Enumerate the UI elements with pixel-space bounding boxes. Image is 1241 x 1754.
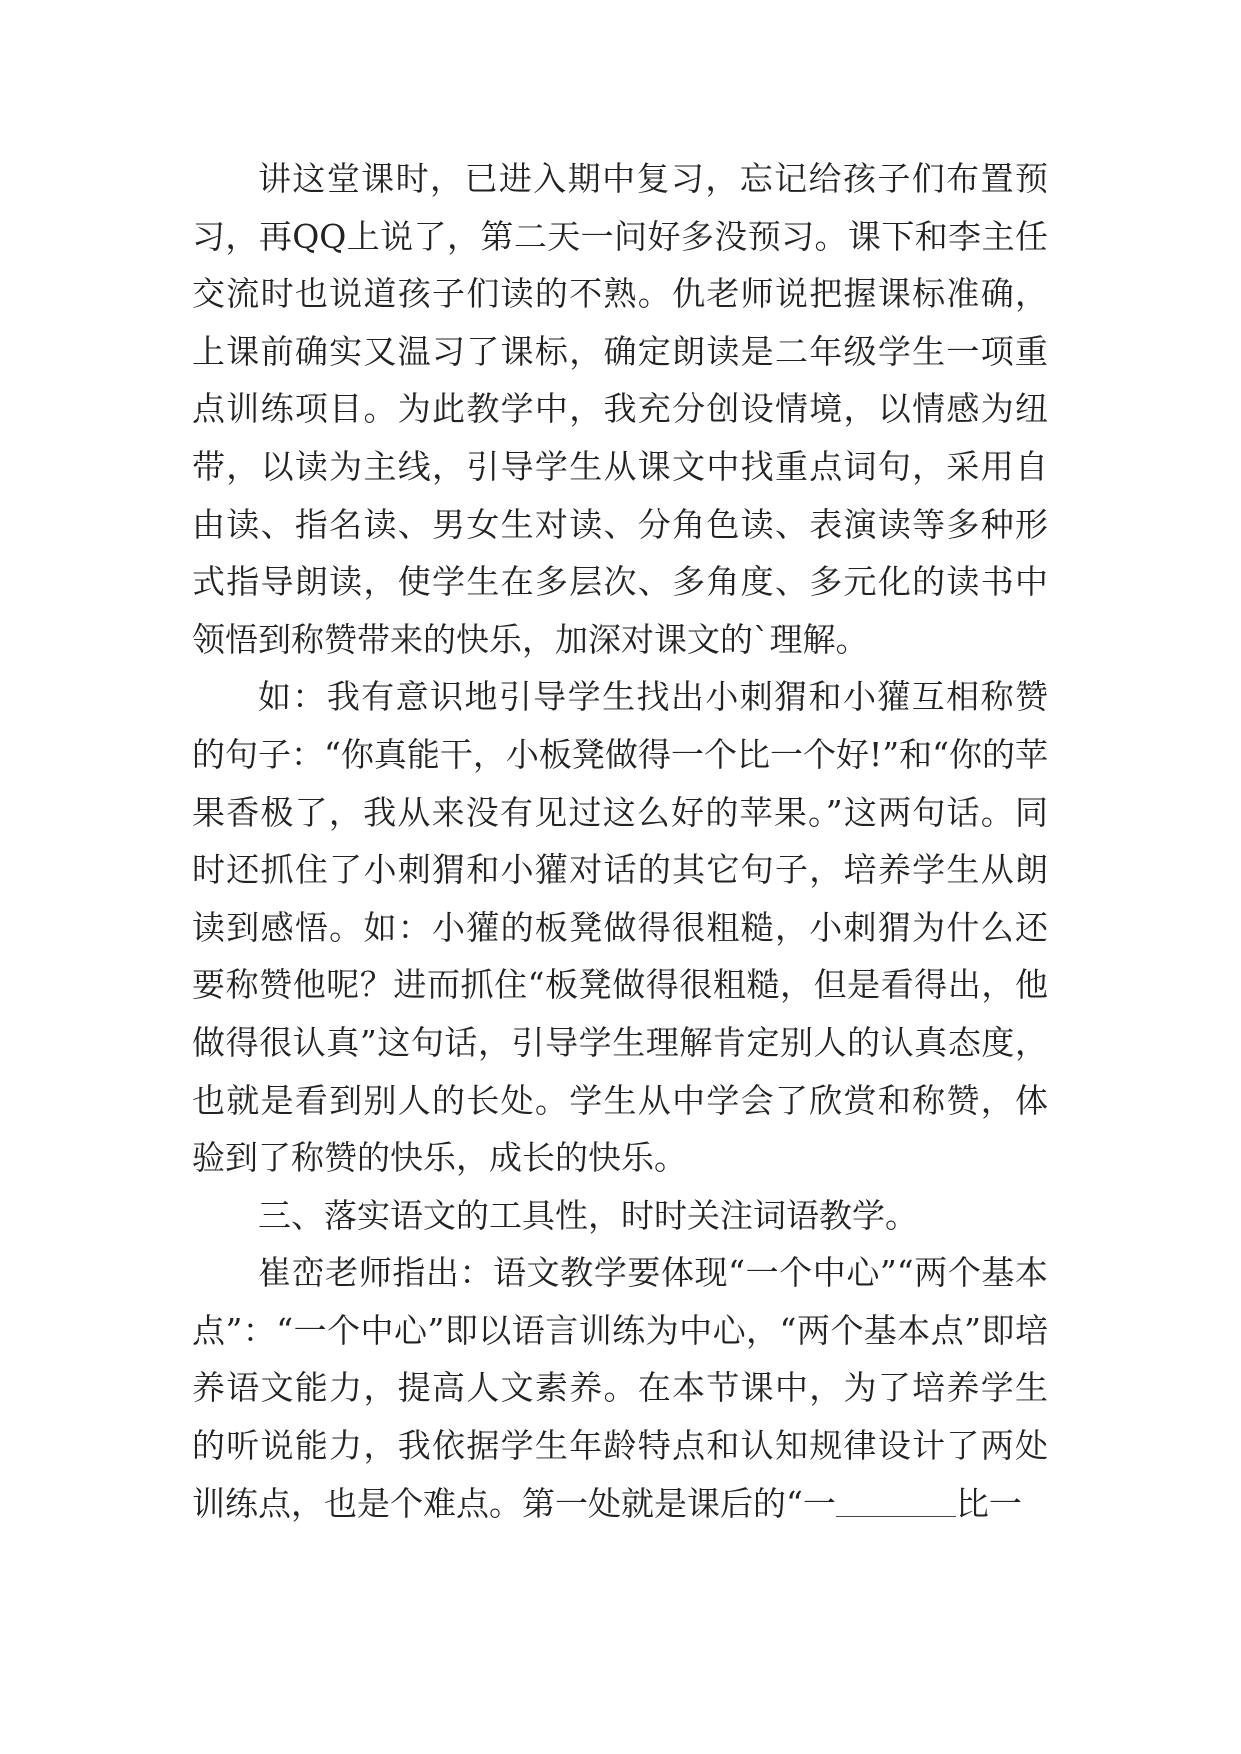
section-heading-vocabulary: 三、落实语文的工具性，时时关注词语教学。	[258, 1195, 918, 1235]
paragraph-reading-reflection: 讲这堂课时，已进入期中复习，忘记给孩子们布置预习，再QQ上说了，第二天一问好多没预习。课下和李主任交流时也说道孩子们读的不熟。仇老师说把握课标准确，上课前确实又温习了课标，确定朗读是二年级学生一项重点训练项目。为此教学中，我充分创设情境，以情感为纽带，以读为主线，引导学生从课文中找重点词句，采用自由读、指名读、男女生对读、分角色读、表演读等多种形式指导朗读，使学生在多层次、多角度、多元化的读书中领悟到称赞带来的快乐，加深对课文的`理解。	[192, 159, 1048, 659]
paragraph-praise-example: 如：我有意识地引导学生找出小刺猬和小獾互相称赞的句子：“你真能干，小板凳做得一个比一个好!”和“你的苹果香极了，我从来没有见过这么好的苹果。”这两句话。同时还抓住了小刺猬和小獾对话的其它句子，培养学生从朗读到感悟。如：小獾的板凳做得很粗糙，小刺猬为什么还要称赞他呢？进而抓住“板凳做得很粗糙，但是看得出，他做得很认真”这句话，引导学生理解肯定别人的认真态度，也就是看到别人的长处。学生从中学会了欣赏和称赞，体验到了称赞的快乐，成长的快乐。	[192, 677, 1048, 1178]
paragraph-text-after-blank: 比一	[955, 1483, 1022, 1523]
document-body	[192, 150, 1048, 1532]
paragraph-cui-luan-quote	[192, 1244, 1048, 1532]
paragraph-text-before-blank: 崔峦老师指出：语文教学要体现“一个中心”“两个基本点”：“一个中心”即以语言训练为中心，“两个基本点”即培养语文能力，提高人文素养。在本节课中，为了培养学生的听说能力，我依据学生年龄特点和认知规律设计了两处训练点，也是个难点。第一处就是课后的“一	[192, 1253, 1048, 1523]
fill-in-blank	[836, 1486, 956, 1517]
